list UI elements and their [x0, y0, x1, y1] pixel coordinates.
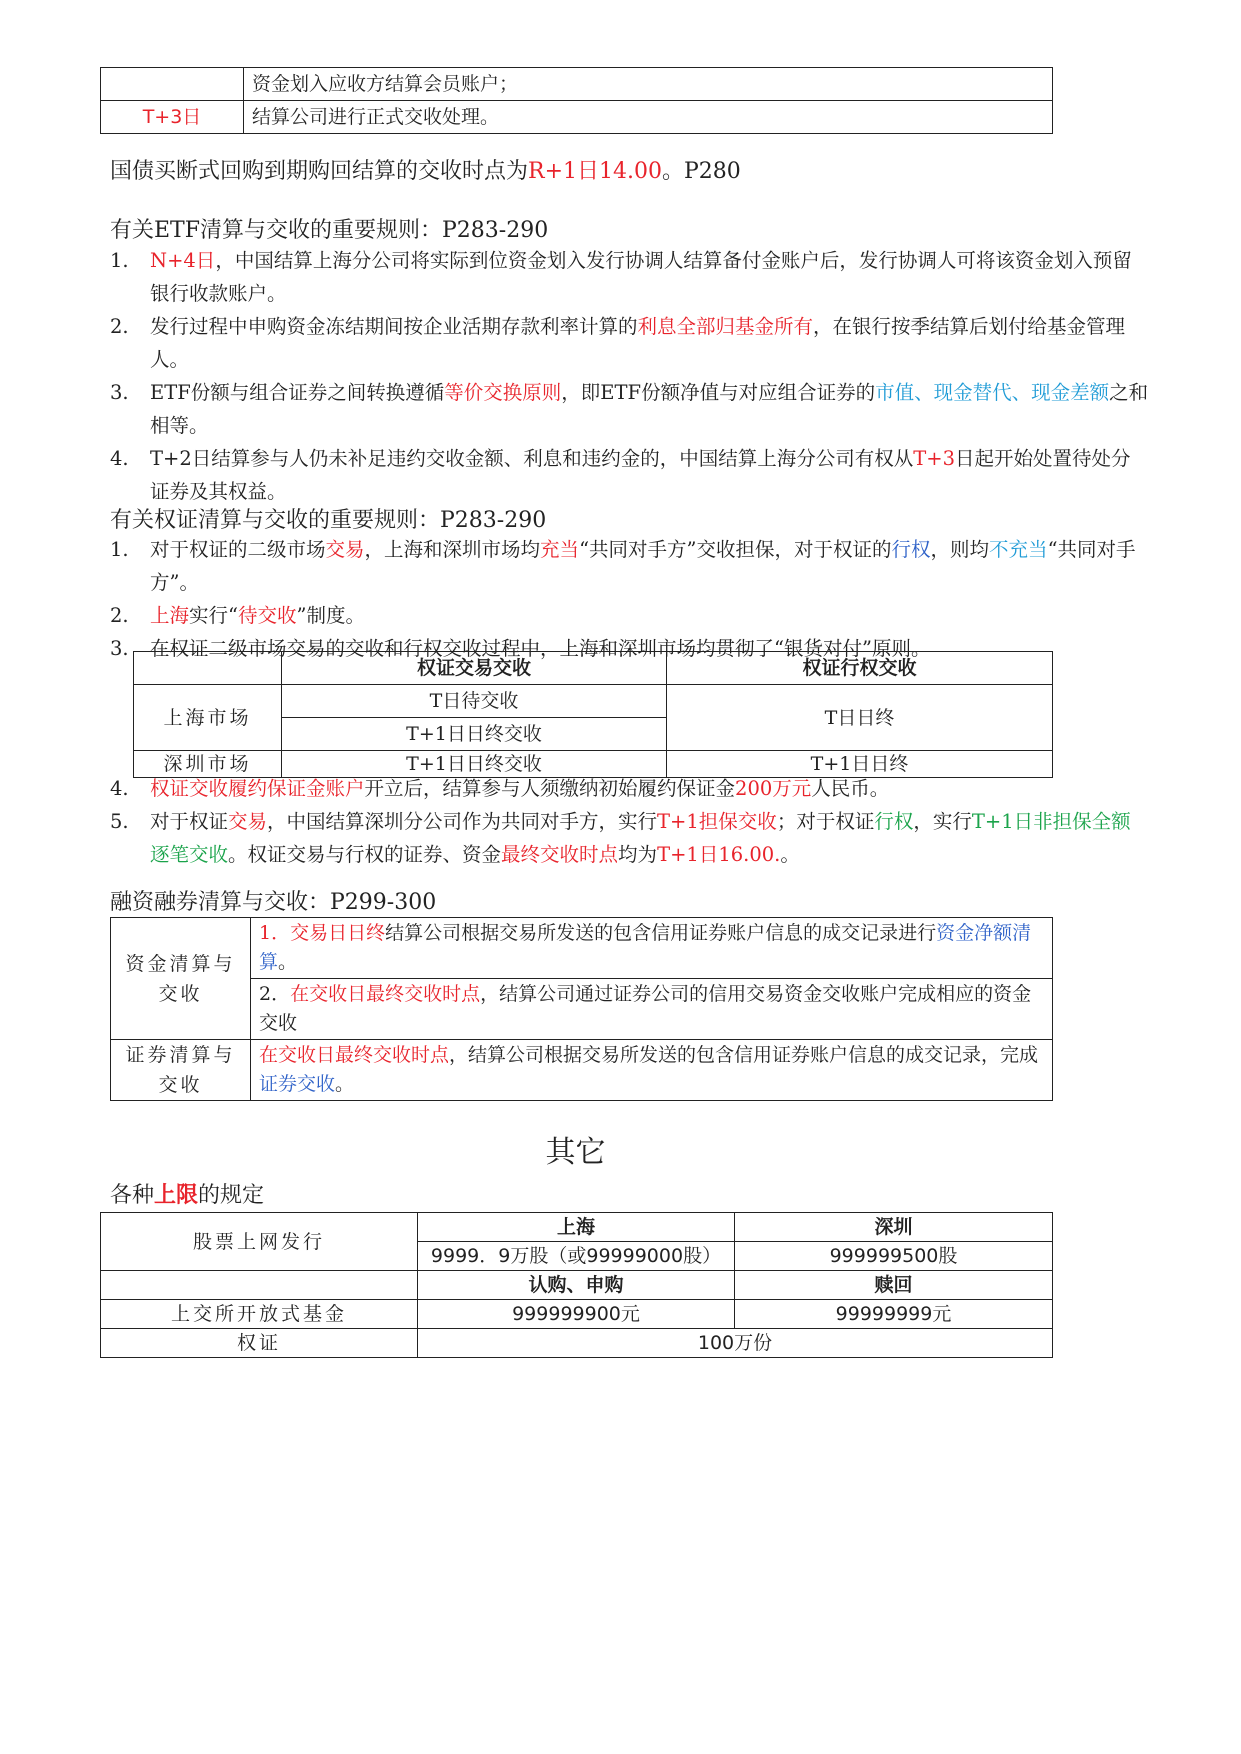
list-number: 4. — [110, 777, 129, 800]
column-header: 上海 — [418, 1213, 735, 1242]
table-cell: 999999500股 — [735, 1242, 1053, 1271]
column-header: 认购、申购 — [418, 1271, 735, 1300]
text-span: 各种 — [110, 1183, 155, 1208]
row-header: 上交所开放式基金 — [101, 1300, 418, 1329]
list-number: 3. — [110, 637, 129, 660]
text-span: 。 — [335, 1073, 355, 1095]
table-cell: 100万份 — [418, 1329, 1053, 1358]
highlight-span: 不充当 — [989, 538, 1048, 561]
highlight-span: 上海 — [150, 604, 190, 627]
row-header: 上海市场 — [134, 685, 282, 751]
list-number: 4. — [110, 447, 129, 470]
text-span: 2． — [259, 983, 291, 1005]
table-cell — [251, 979, 1053, 1040]
list-item — [110, 805, 1150, 871]
text-span: 人民币。 — [811, 777, 890, 800]
text-span: ，结算公司通过证券公司的信用交易资金交收账户完成相应的资金交收 — [259, 983, 1032, 1034]
table-cell: 9999．9万股（或99999000股） — [418, 1242, 735, 1271]
row-header: 证券清算与交收 — [111, 1040, 251, 1101]
text-span: 开立后，结算参与人须缴纳初始履约保证金 — [364, 777, 736, 800]
text-span: ，中国结算深圳分公司作为共同对手方，实行 — [267, 810, 658, 833]
highlight-span: 等价交换原则 — [444, 381, 562, 404]
table-row — [101, 68, 1053, 101]
table-cell: 999999900元 — [418, 1300, 735, 1329]
text-span: 在权证二级市场交易的交收和行权交收过程中，上海和深圳市场均贯彻了“银货对付”原则。 — [150, 637, 931, 660]
table-cell: T日待交收 — [282, 685, 667, 718]
limits-table — [100, 1212, 1053, 1358]
text-span: ETF份额与组合证券之间转换遵循 — [150, 381, 445, 404]
top-settlement-table — [100, 67, 1053, 134]
table-cell: T+3日 — [101, 101, 244, 134]
text-span: 发行过程中申购资金冻结期间按企业活期存款利率计算的 — [150, 315, 638, 338]
etf-heading: 有关ETF清算与交收的重要规则：P283-290 — [110, 218, 549, 243]
table-cell — [251, 1040, 1053, 1101]
text-span: ；对于权证 — [776, 810, 875, 833]
highlight-span: 200万元 — [735, 777, 812, 800]
text-span: 的规定 — [198, 1183, 265, 1208]
list-item — [110, 533, 1150, 599]
table-cell: 结算公司进行正式交收处理。 — [244, 101, 1053, 134]
table-cell — [251, 918, 1053, 979]
text-span: 对于权证 — [150, 810, 229, 833]
list-number: 3. — [110, 381, 129, 404]
highlight-span: 行权 — [891, 538, 931, 561]
list-number: 1. — [110, 249, 129, 272]
highlight-span: 1．交易日日终 — [259, 922, 386, 944]
text-span: ”制度。 — [296, 604, 365, 627]
row-header: 股票上网发行 — [101, 1213, 418, 1271]
highlight-span: T+1日16.00. — [657, 843, 781, 866]
list-number: 2. — [110, 604, 129, 627]
warrant-rules-list-continued — [110, 772, 1150, 871]
row-header: 权证 — [101, 1329, 418, 1358]
table-row — [134, 685, 1053, 718]
table-cell — [101, 1271, 418, 1300]
column-header: 赎回 — [735, 1271, 1053, 1300]
text-span: T+2日结算参与人仍未补足违约交收金额、利息和违约金的，中国结算上海分公司有权从 — [150, 447, 914, 470]
list-number: 5. — [110, 810, 129, 833]
warrant-rules-list — [110, 533, 1150, 665]
table-cell: T日日终 — [667, 685, 1053, 751]
column-header: 深圳 — [735, 1213, 1053, 1242]
list-number: 2. — [110, 315, 129, 338]
table-row — [101, 1329, 1053, 1358]
other-title: 其它 — [545, 1135, 606, 1170]
highlight-span: 资金净额清算 — [259, 922, 1032, 973]
highlight-span: T+1担保交收 — [657, 810, 777, 833]
margin-settlement-table — [110, 917, 1053, 1101]
highlight-span: R+1日14.00 — [528, 159, 662, 184]
warrant-heading: 有关权证清算与交收的重要规则：P283-290 — [110, 508, 547, 533]
text-span: ，则均 — [930, 538, 990, 561]
table-cell: T+1日日终交收 — [282, 718, 667, 751]
text-span: ，上海和深圳市场均 — [364, 538, 541, 561]
highlight-span: 交易 — [325, 538, 365, 561]
highlight-span: 充当 — [540, 538, 580, 561]
text-span: ，中国结算上海分公司将实际到位资金划入发行协调人结算备付金账户后，发行协调人可将该资金划入预留银行收款账户。 — [150, 249, 1132, 305]
highlight-span: 权证交收履约保证金账户 — [150, 777, 365, 800]
warrant-settlement-table — [133, 651, 1053, 778]
text-span: 之和相等。 — [150, 381, 1149, 437]
table-row — [101, 1213, 1053, 1242]
text-span: 。 — [278, 951, 298, 973]
list-item — [110, 772, 1150, 805]
highlight-span: 市值、现金替代、现金差额 — [875, 381, 1110, 404]
table-row — [111, 1040, 1053, 1101]
text-span: 结算公司根据交易所发送的包含信用证券账户信息的成交记录进行 — [385, 922, 937, 944]
text-span: “共同对手方”交收担保，对于权证的 — [579, 538, 892, 561]
text-span: 实行“ — [189, 604, 238, 627]
text-span: ，结算公司根据交易所发送的包含信用证券账户信息的成交记录，完成 — [449, 1044, 1039, 1066]
highlight-span: 上限 — [154, 1183, 199, 1208]
highlight-span: 交易 — [228, 810, 268, 833]
table-cell: T+1日日终交收 — [282, 751, 667, 778]
row-header: 深圳市场 — [134, 751, 282, 778]
table-row — [101, 1300, 1053, 1329]
text-span: 。权证交易与行权的证券、资金 — [228, 843, 502, 866]
text-span: 均为 — [618, 843, 658, 866]
highlight-span: 证券交收 — [259, 1073, 336, 1095]
row-header: 资金清算与交收 — [111, 918, 251, 1040]
list-item — [110, 376, 1150, 442]
table-row — [101, 101, 1053, 134]
text-span: “共同对手方”。 — [150, 538, 1136, 594]
highlight-span: 在交收日最终交收时点 — [259, 1044, 450, 1066]
highlight-span: T+3 — [913, 447, 956, 470]
text-span: ，即ETF份额净值与对应组合证券的 — [561, 381, 876, 404]
highlight-span: 待交收 — [238, 604, 297, 627]
text-span: 对于权证的二级市场 — [150, 538, 326, 561]
list-item — [110, 442, 1150, 508]
highlight-span: T+1日非担保全额逐笔交收 — [150, 810, 1131, 866]
list-item — [110, 599, 1150, 632]
highlight-span: 最终交收时点 — [501, 843, 619, 866]
table-cell: 99999999元 — [735, 1300, 1053, 1329]
etf-rules-list — [110, 244, 1150, 508]
text-span: ，在银行按季结算后划付给基金管理人。 — [150, 315, 1126, 371]
text-span: 。P280 — [662, 159, 741, 184]
text-span: 日起开始处置待处分证券及其权益。 — [150, 447, 1131, 503]
column-header: 权证行权交收 — [667, 652, 1053, 685]
highlight-span: 在交收日最终交收时点 — [290, 983, 481, 1005]
repo-settlement-line — [110, 157, 741, 187]
text-span: ，实行 — [913, 810, 972, 833]
list-number: 1. — [110, 538, 129, 561]
table-row — [101, 1271, 1053, 1300]
table-cell: T+1日日终 — [667, 751, 1053, 778]
text-span: 国债买断式回购到期购回结算的交收时点为 — [110, 159, 529, 184]
table-row — [134, 652, 1053, 685]
limits-subheading — [110, 1181, 264, 1211]
table-cell — [101, 68, 244, 101]
table-cell — [134, 652, 282, 685]
text-span: 。 — [780, 843, 800, 866]
highlight-span: N+4日 — [150, 249, 216, 272]
column-header: 权证交易交收 — [282, 652, 667, 685]
list-item — [110, 310, 1150, 376]
margin-heading: 融资融券清算与交收：P299-300 — [110, 890, 437, 915]
highlight-span: 行权 — [874, 810, 914, 833]
highlight-span: 利息全部归基金所有 — [637, 315, 814, 338]
list-item — [110, 244, 1150, 310]
table-row — [111, 979, 1053, 1040]
table-cell: 资金划入应收方结算会员账户； — [244, 68, 1053, 101]
table-row — [111, 918, 1053, 979]
